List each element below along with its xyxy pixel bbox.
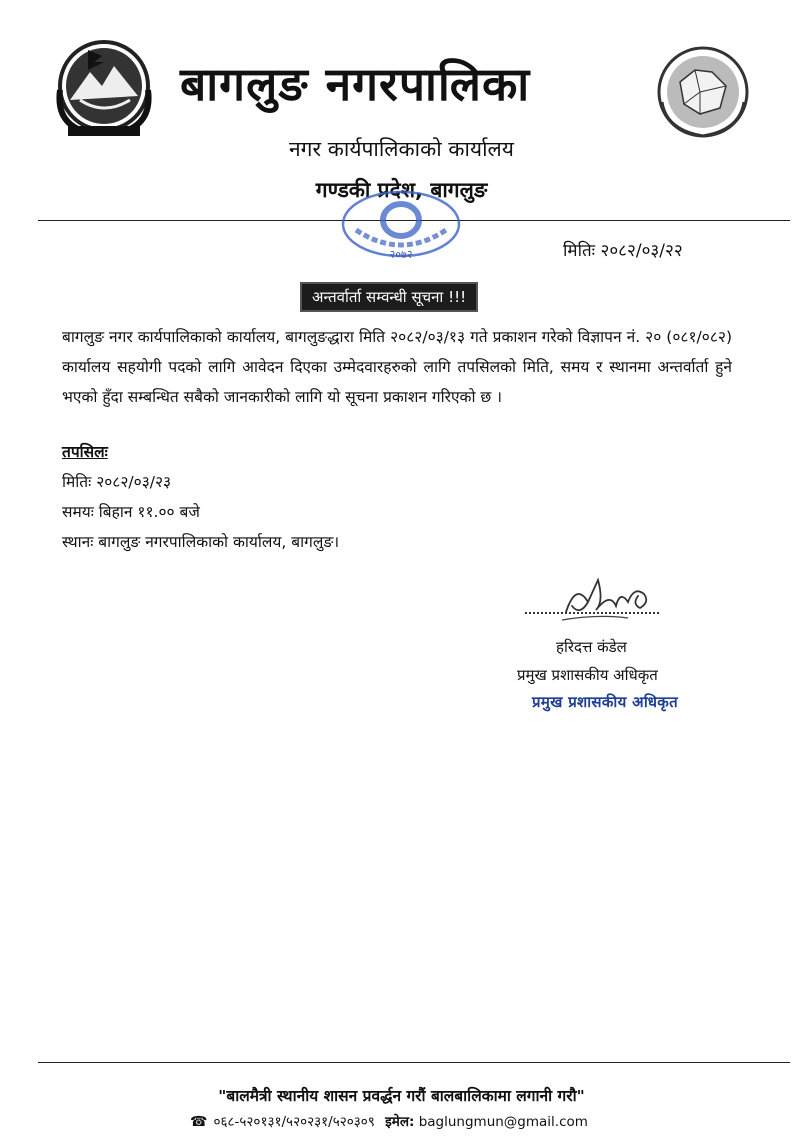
signer-name: हरिदत्त कंडेल — [556, 638, 627, 656]
notice-title: अन्तर्वार्ता सम्वन्धी सूचना !!! — [300, 282, 478, 312]
details-place: स्थानः बागलुङ नगरपालिकाको कार्यालय, बागलुङ। — [62, 533, 340, 551]
notice-body: बागलुङ नगर कार्यपालिकाको कार्यालय, बागलुङद्धारा मिति २०८२/०३/१३ गते प्रकाशन गरेको विज्ञापन नं. २० (०८१/०८२) कार्यालय सहयोगी पदको लागि आवेदन दिएका उम्मेदवारहरुको लागि तपसिलको मिति, समय र स्थानमा अन्तर्वार्ता हुने भएको हुँदा सम्बन्धित सबैको जानकारीको लागि यो सूचना प्रकाशन गरिएको छ । — [62, 328, 732, 406]
details-heading: तपसिलः — [62, 443, 108, 461]
details-date: मितिः २०८२/०३/२३ — [62, 473, 172, 491]
stamp-year: २०७२ — [389, 248, 413, 261]
municipality-name: बागलुङ नगरपालिका — [180, 57, 531, 111]
office-name: नगर कार्यपालिकाको कार्यालय — [289, 137, 514, 161]
phone-numbers: ०६८-५२०१३१/५२०२३१/५२०३०९ — [213, 1114, 375, 1130]
email-label: इमेल: — [385, 1114, 415, 1130]
nepal-coat-of-arms-icon — [50, 30, 158, 140]
office-stamp-icon — [336, 190, 466, 262]
footer-divider — [38, 1062, 790, 1063]
notice-date: मितिः २०८२/०३/२२ — [563, 241, 683, 261]
designation-stamp: प्रमुख प्रशासकीय अधिकृत — [532, 693, 678, 711]
province-line: गण्डकी प्रदेश, बागलुङ — [315, 178, 488, 202]
details-time: समयः बिहान ११.०० बजे — [62, 503, 200, 521]
municipality-logo-icon — [650, 42, 756, 142]
phone-icon: ☎ — [190, 1114, 208, 1130]
signer-title: प्रमुख प्रशासकीय अधिकृत — [517, 666, 658, 684]
email-address[interactable]: baglungmun@gmail.com — [418, 1114, 588, 1130]
handwritten-signature-icon — [558, 572, 658, 624]
footer-slogan: "बालमैत्री स्थानीय शासन प्रवर्द्धन गरौं बालबालिकामा लगानी गरौ" — [218, 1087, 585, 1105]
signature-line — [525, 612, 659, 614]
footer-contact — [190, 1112, 588, 1130]
